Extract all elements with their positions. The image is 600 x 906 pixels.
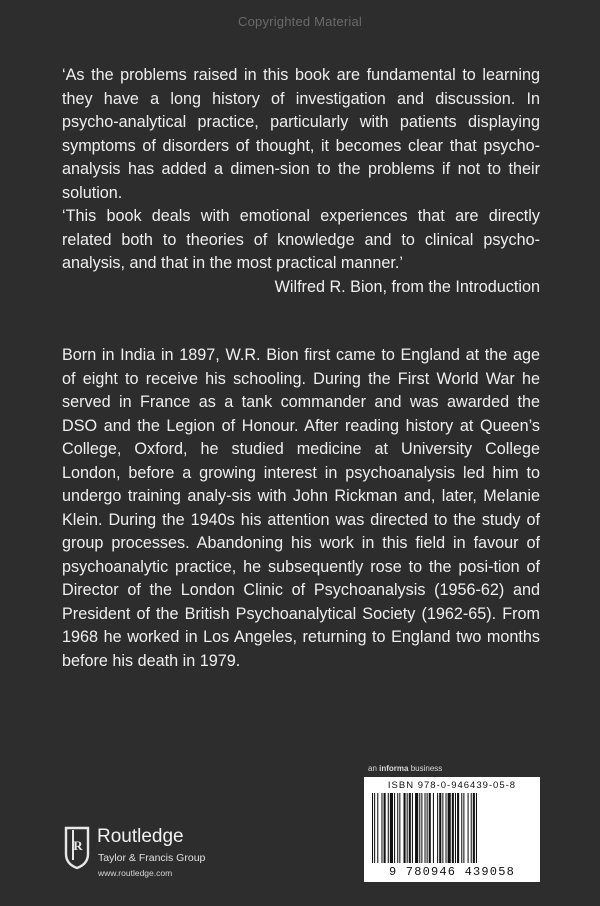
barcode-bar [397, 793, 398, 863]
barcode-bar [457, 793, 459, 863]
barcode-bar [394, 793, 395, 863]
barcode-bar [377, 793, 378, 863]
barcode-bar [412, 793, 413, 863]
tagline-suffix: business [410, 764, 443, 773]
tagline-prefix: an [368, 764, 377, 773]
barcode-bar [461, 793, 462, 863]
barcode-bar [388, 793, 389, 863]
barcode-bar [409, 793, 411, 863]
informa-tagline [368, 764, 442, 773]
barcode-bar [419, 793, 420, 863]
author-biography [62, 344, 540, 673]
isbn-barcode [364, 777, 540, 882]
barcode-bar [433, 793, 434, 863]
routledge-logo-icon [62, 824, 92, 870]
copyright-watermark: Copyrighted Material [238, 14, 362, 29]
barcode-bar [399, 793, 400, 863]
introduction-quote [62, 64, 540, 299]
tagline-brand: informa [379, 764, 409, 773]
barcode-bar [425, 793, 426, 863]
barcode-bar [384, 793, 386, 863]
barcode-bar [439, 793, 441, 863]
quote-attribution: Wilfred R. Bion, from the Introduction [274, 277, 540, 296]
barcode-bar [471, 793, 472, 863]
barcode-bar [429, 793, 431, 863]
barcode-digits: 9 780946 439058 [388, 865, 516, 879]
barcode-bar [476, 793, 477, 863]
barcode-bar [421, 793, 422, 863]
publisher-group: Taylor & Francis Group [98, 852, 206, 864]
barcode-bar [427, 793, 428, 863]
barcode-bar [473, 793, 475, 863]
bio-text: Born in India in 1897, W.R. Bion first came to England at the age of eight to receive his schooling. During the First World War he served in France as a tank commander and was awarded the DSO and the Legion of Honour. After reading history at Queen’s College, Oxford, he studied medicine at University College London, before a growing interest in psychoanalysis led him to undergo training analy-sis with John Rickman and, later, Melanie Klein. During the 1940s his attention was directed to the study of group processes. Abandoning his work in this field in favour of psychoanalytic practice, he subsequently rose to the posi-tion of Director of the London Clinic of Psychoanalysis (1956-62) and President of the British Psychoanalytical Society (1962-65). From 1968 he worked in Los Angeles, returning to England two months before his death in 1979. [62, 346, 540, 670]
barcode-bar [468, 793, 469, 863]
barcode-bar [452, 793, 454, 863]
barcode-bar [374, 793, 375, 863]
barcode-bar [442, 793, 443, 863]
quote-paragraph-1: ‘As the problems raised in this book are fundamental to learning they have a long history of investigation and discussion. In psycho-analytical practice, particularly with patients displaying symptoms of disorders of thought, it becomes clear that psycho-analysis has added a dimen-sion to the problems if not to their solution. [62, 66, 540, 202]
isbn-label: ISBN 978-0-946439-05-8 [387, 780, 517, 791]
barcode-bar [381, 793, 382, 863]
quote-paragraph-2: ‘This book deals with emotional experiences that are directly related both to theories of knowledge and to clinical psycho-analysis, and that in the most practical manner.’ [62, 207, 540, 272]
barcode-bar [463, 793, 464, 863]
barcode-bar [437, 793, 438, 863]
barcode-bar [372, 793, 373, 863]
barcode-bar [404, 793, 406, 863]
barcode-bar [415, 793, 418, 863]
barcode-bars [372, 793, 532, 865]
barcode-bar [446, 793, 447, 863]
barcode-bar [448, 793, 451, 863]
publisher-url: www.routledge.com [98, 868, 173, 878]
barcode-bar [390, 793, 393, 863]
publisher-name: Routledge [97, 826, 184, 847]
logo-letter: R [73, 838, 83, 853]
barcode-bar [407, 793, 408, 863]
barcode-bar [455, 793, 456, 863]
